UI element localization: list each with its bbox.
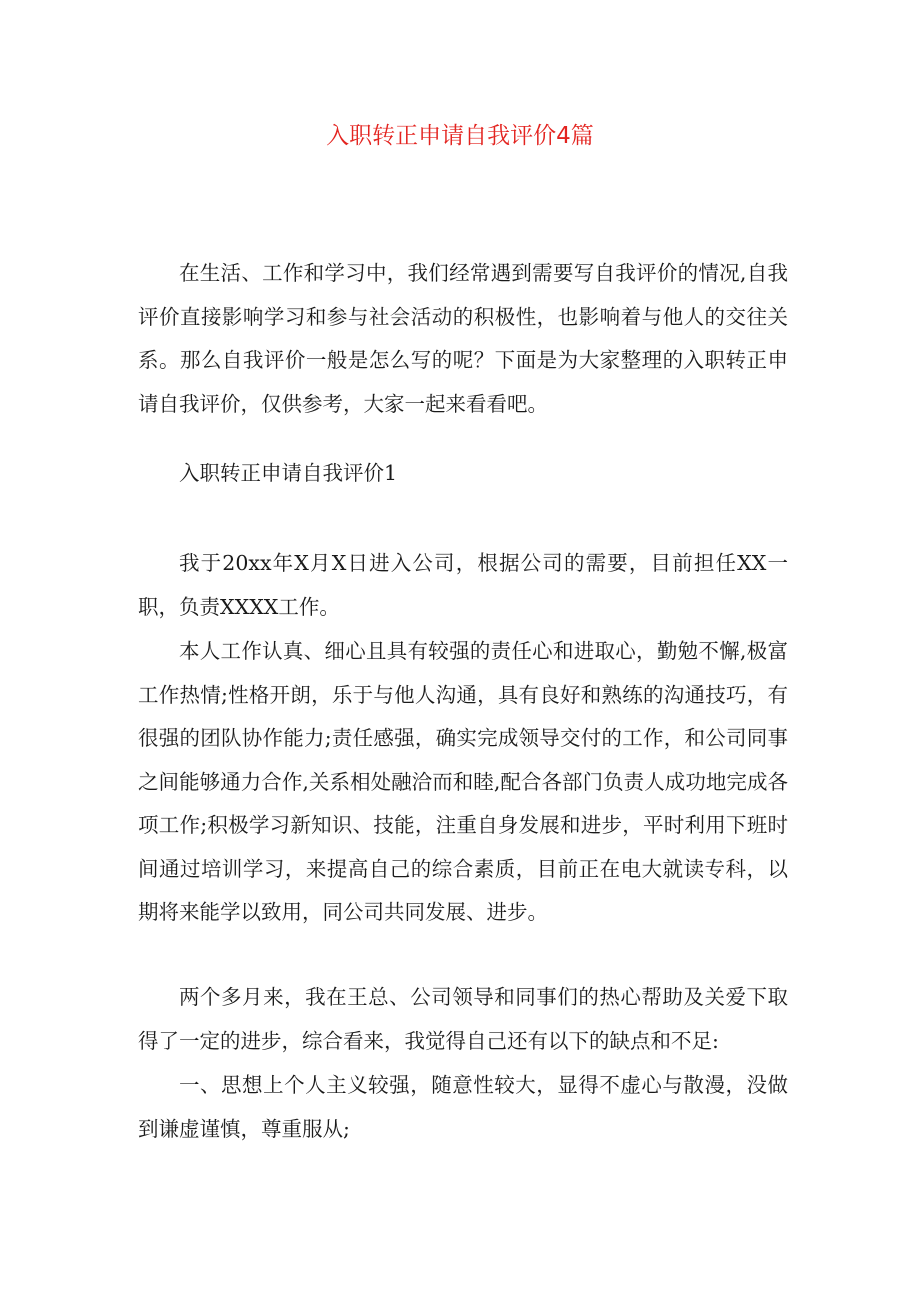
body-paragraph-2: 本人工作认真、细心且具有较强的责任心和进取心，勤勉不懈,极富工作热情;性格开朗，乐于与他人沟通，具有良好和熟练的沟通技巧，有很强的团队协作能力;责任感强，确实完成领导交付的工作，和公司同事之间能够通力合作,关系相处融洽而和睦,配合各部门负责人成功地完成各项工作;积极学习新知识、技能，注重自身发展和进步，平时利用下班时间通过培训学习，来提高自己的综合素质，目前正在电大就读专科，以期将来能学以致用，同公司共同发展、进步。 xyxy=(138,639,788,924)
document-title: 入职转正申请自我评价4篇 xyxy=(326,123,594,149)
body-paragraph-1: 我于20xx年X月X日进入公司，根据公司的需要，目前担任XX一职，负责XXXX工作。 xyxy=(138,551,788,619)
body-paragraph-4: 一、思想上个人主义较强，随意性较大，显得不虚心与散漫，没做到谦虚谨慎，尊重服从; xyxy=(138,1073,788,1141)
section-heading: 入职转正申请自我评价1 xyxy=(179,461,398,485)
intro-paragraph: 在生活、工作和学习中，我们经常遇到需要写自我评价的情况,自我评价直接影响学习和参与社会活动的积极性，也影响着与他人的交往关系。那么自我评价一般是怎么写的呢？下面是为大家整理的入职转正申请自我评价，仅供参考，大家一起来看看吧。 xyxy=(138,261,788,416)
body-paragraph-3: 两个多月来，我在王总、公司领导和同事们的热心帮助及关爱下取得了一定的进步，综合看来，我觉得自己还有以下的缺点和不足: xyxy=(138,985,788,1053)
